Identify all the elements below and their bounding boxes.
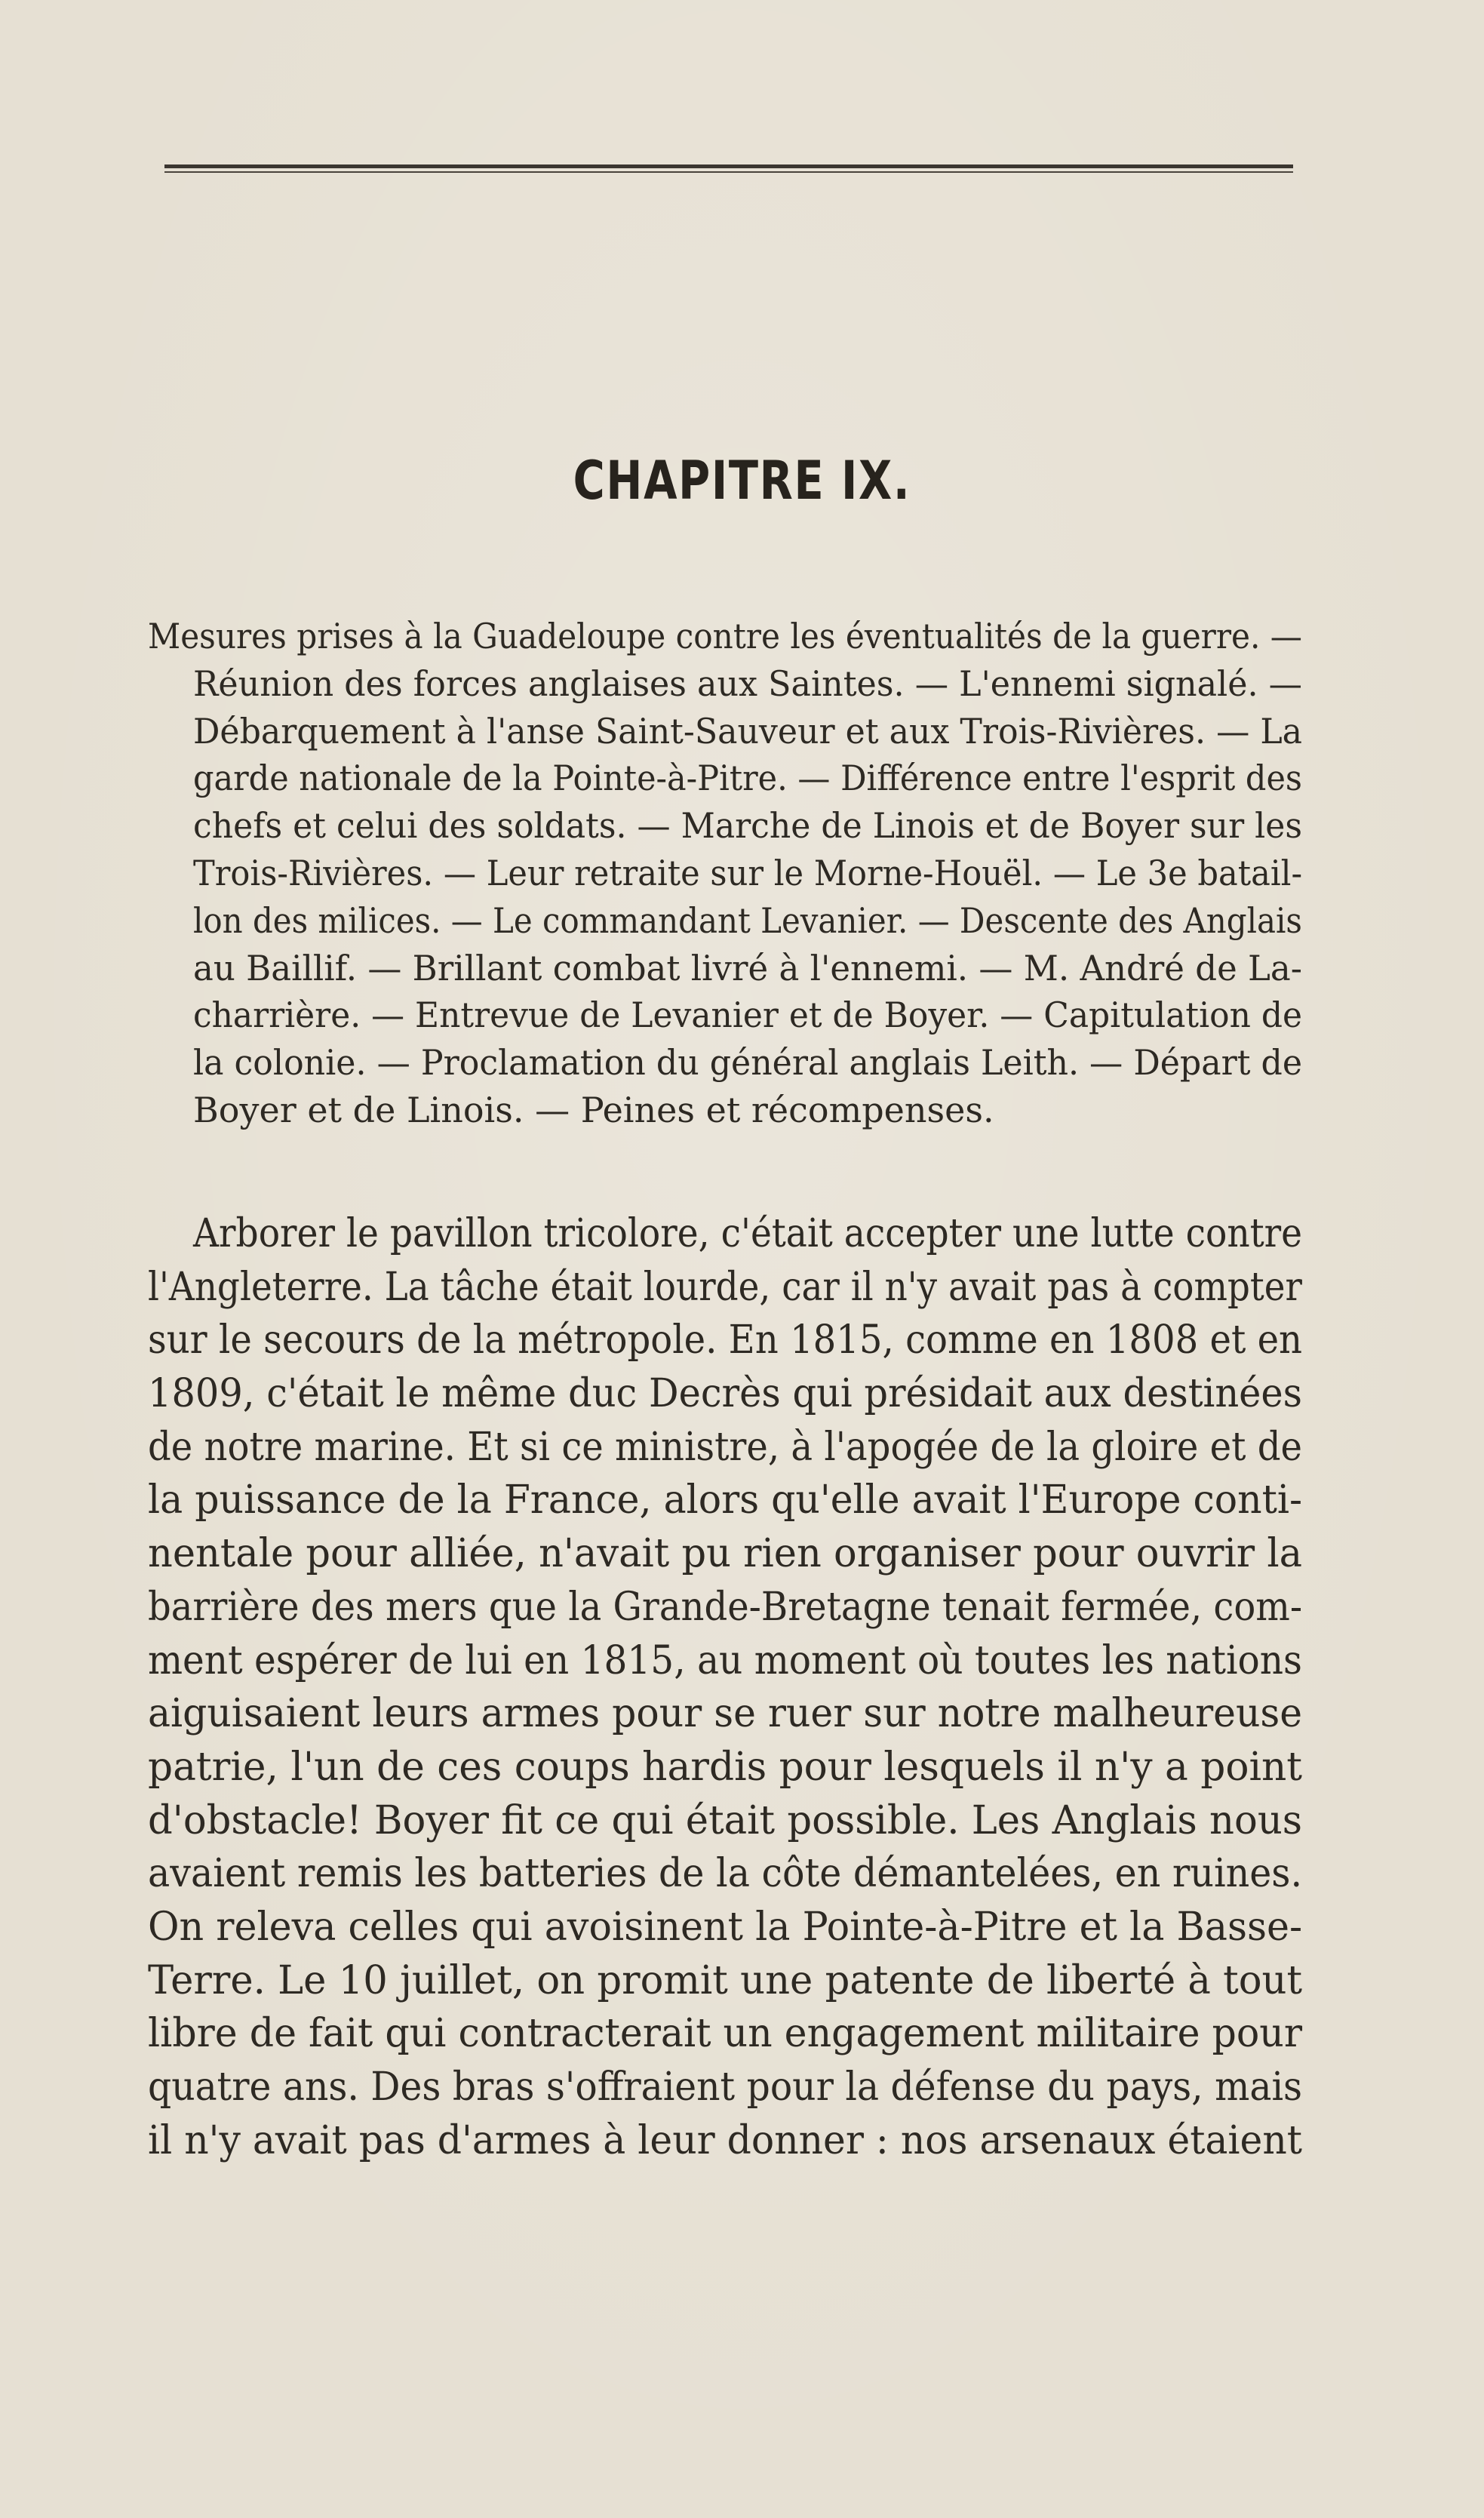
body-line: avaient remis les batteries de la côte démantelées, en ruines. bbox=[148, 1851, 1303, 1897]
chapter-title: CHAPITRE IX. bbox=[573, 450, 911, 512]
summary-line: chefs et celui des soldats. — Marche de Linois et de Boyer sur les bbox=[193, 805, 1302, 847]
body-line: il n'y avait pas d'armes à leur donner : nos arsenaux étaient bbox=[148, 2117, 1302, 2163]
body-line: 1809, c'était le même duc Decrès qui présidait aux destinées bbox=[148, 1371, 1303, 1417]
body-line: aiguisaient leurs armes pour se ruer sur notre malheureuse bbox=[148, 1691, 1303, 1737]
summary-line: au Baillif. — Brillant combat livré à l'ennemi. — M. André de La- bbox=[193, 947, 1302, 988]
body-line: Arborer le pavillon tricolore, c'était accepter une lutte contre bbox=[193, 1211, 1303, 1256]
body-line: On releva celles qui avoisinent la Pointe-à-Pitre et la Basse- bbox=[148, 1904, 1303, 1950]
body-line: de notre marine. Et si ce ministre, à l'apogée de la gloire et de bbox=[148, 1424, 1302, 1470]
summary-line: Trois-Rivières. — Leur retraite sur le Morne-Houël. — Le 3e batail- bbox=[193, 852, 1303, 893]
header-rule-thin bbox=[164, 171, 1293, 173]
summary-line: garde nationale de la Pointe-à-Pitre. — Différence entre l'esprit des bbox=[193, 758, 1302, 799]
summary-line: Mesures prises à la Guadeloupe contre les éventualités de la guerre. — bbox=[148, 616, 1302, 656]
summary-line: Réunion des forces anglaises aux Saintes. — L'ennemi signalé. — bbox=[193, 663, 1303, 704]
body-line: d'obstacle! Boyer fit ce qui était possible. Les Anglais nous bbox=[148, 1797, 1303, 1843]
body-paragraph bbox=[148, 1207, 1302, 2167]
body-line: la puissance de la France, alors qu'elle avait l'Europe conti- bbox=[148, 1477, 1303, 1523]
summary-line: Boyer et de Linois. — Peines et récompenses. bbox=[193, 1089, 994, 1130]
header-rule bbox=[164, 164, 1293, 175]
body-line: libre de fait qui contracterait un engagement militaire pour bbox=[148, 2011, 1303, 2057]
body-line: Terre. Le 10 juillet, on promit une patente de liberté à tout bbox=[148, 1957, 1303, 2003]
body-line: patrie, l'un de ces coups hardis pour lesquels il n'y a point bbox=[148, 1744, 1303, 1790]
summary-line: lon des milices. — Le commandant Levanier. — Descente des Anglais bbox=[193, 899, 1302, 941]
summary-line: la colonie. — Proclamation du général anglais Leith. — Départ de bbox=[193, 1042, 1303, 1084]
header-rule-thick bbox=[164, 164, 1293, 168]
body-line: sur le secours de la métropole. En 1815, comme en 1808 et en bbox=[148, 1317, 1303, 1364]
body-line: l'Angleterre. La tâche était lourde, car il n'y avait pas à compter bbox=[148, 1264, 1302, 1310]
body-line: nentale pour alliée, n'avait pu rien organiser pour ouvrir la bbox=[148, 1531, 1303, 1577]
body-line: quatre ans. Des bras s'offraient pour la défense du pays, mais bbox=[148, 2065, 1303, 2110]
summary-line: Débarquement à l'anse Saint-Sauveur et aux Trois-Rivières. — La bbox=[193, 710, 1303, 752]
body-line: barrière des mers que la Grande-Bretagne tenait fermée, com- bbox=[148, 1584, 1303, 1630]
chapter-summary bbox=[148, 613, 1302, 1134]
summary-line: charrière. — Entrevue de Levanier et de Boyer. — Capitulation de bbox=[193, 995, 1302, 1036]
body-line: ment espérer de lui en 1815, au moment où toutes les nations bbox=[148, 1637, 1302, 1683]
